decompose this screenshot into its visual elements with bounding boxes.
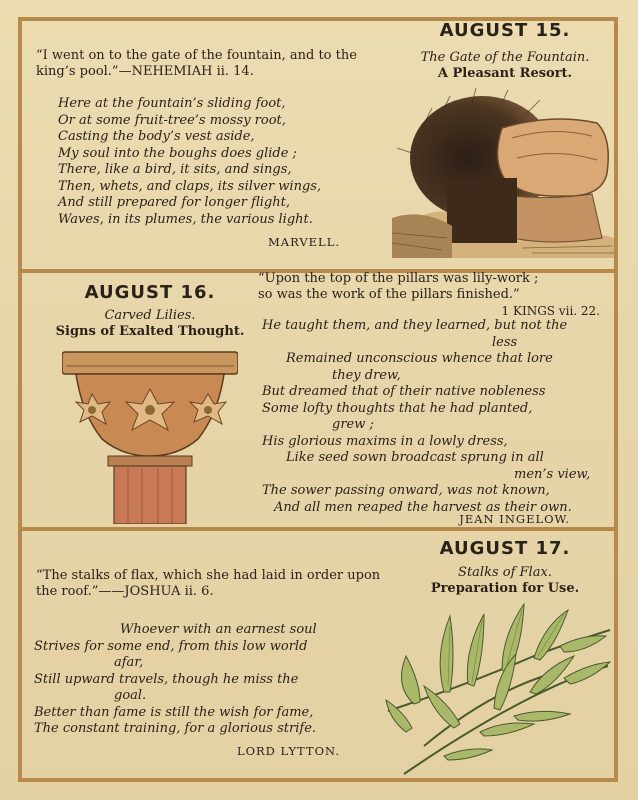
- poem-line: men’s view,: [514, 466, 591, 482]
- entry-subtitle-2: A Pleasant Resort.: [437, 66, 573, 81]
- poem-line: Whoever with an earnest soul: [120, 622, 317, 637]
- scripture-quote: “The stalks of flax, which she had laid in order upon the roof.”——JOSHUA ii. 6.: [36, 568, 381, 599]
- flax-stalks-illustration: [384, 596, 614, 776]
- entry-subtitle-2: Preparation for Use.: [430, 581, 580, 596]
- poem-line: grew ;: [332, 417, 374, 432]
- poem-line: Like seed sown broadcast sprung in all: [286, 450, 544, 465]
- lily-capital-illustration: [62, 344, 238, 524]
- entry-subtitle: Carved Lilies.: [104, 308, 196, 323]
- fountain-gate-illustration: [392, 88, 614, 258]
- poem-line: His glorious maxims in a lowly dress,: [262, 433, 508, 449]
- scripture-line: “Upon the top of the pillars was lily-work ;: [258, 271, 539, 286]
- poem-line: Waves, in its plumes, the various light.: [58, 211, 313, 227]
- poem-author: MARVELL.: [268, 235, 340, 249]
- poem: [262, 318, 612, 516]
- poem-author: JEAN INGELOW.: [459, 512, 570, 526]
- poem-line: they drew,: [332, 367, 401, 383]
- scripture-line: so was the work of the pillars finished.”: [258, 287, 520, 302]
- entry-subtitle: Stalks of Flax.: [458, 565, 552, 580]
- poem-line: And all men reaped the harvest as their own.: [274, 499, 572, 515]
- poem-line: Here at the fountain’s sliding foot,: [58, 96, 286, 111]
- date-heading: AUGUST 15.: [439, 20, 571, 41]
- poem-line: less: [492, 334, 518, 350]
- entry-subtitle-2: Signs of Exalted Thought.: [55, 324, 245, 339]
- poem-line: Some lofty thoughts that he had planted,: [262, 400, 533, 416]
- date-heading: AUGUST 17.: [439, 538, 571, 559]
- poem-line: goal.: [114, 688, 147, 703]
- poem-line: Or at some fruit-tree’s mossy root,: [58, 112, 286, 128]
- scripture-quote: “I went on to the gate of the fountain, and to the king’s pool.”—NEHEMIAH ii. 14.: [36, 48, 357, 79]
- poem-line: Strives for some end, from this low world: [34, 638, 308, 654]
- date-heading: AUGUST 16.: [84, 282, 216, 303]
- poem-line: My soul into the boughs does glide ;: [58, 145, 297, 161]
- poem-line: The constant training, for a glorious strife.: [34, 721, 317, 736]
- poem-line: afar,: [114, 655, 144, 670]
- poem-line: Casting the body’s vest aside,: [58, 129, 255, 144]
- poem: [58, 96, 388, 228]
- poem: [34, 622, 389, 738]
- scripture-reference: 1 KINGS vii. 22.: [501, 304, 600, 318]
- poem-line: Better than fame is still the wish for fame,: [34, 704, 314, 720]
- poem-author: LORD LYTTON.: [236, 744, 340, 758]
- poem-line: And still prepared for longer flight,: [58, 195, 290, 210]
- poem-line: He taught them, and they learned, but not the: [262, 318, 568, 333]
- entry-subtitle: The Gate of the Fountain.: [420, 50, 590, 65]
- poem-line: Still upward travels, though he miss the: [34, 671, 299, 687]
- poem-line: Then, whets, and claps, its silver wings,: [58, 178, 322, 194]
- poem-line: The sower passing onward, was not known,: [262, 483, 550, 498]
- section-divider: [18, 527, 618, 531]
- poem-line: There, like a bird, it sits, and sings,: [58, 162, 292, 177]
- poem-line: But dreamed that of their native nobleness: [262, 384, 546, 399]
- poem-line: Remained unconscious whence that lore: [286, 351, 553, 366]
- scripture-quote: [258, 271, 608, 303]
